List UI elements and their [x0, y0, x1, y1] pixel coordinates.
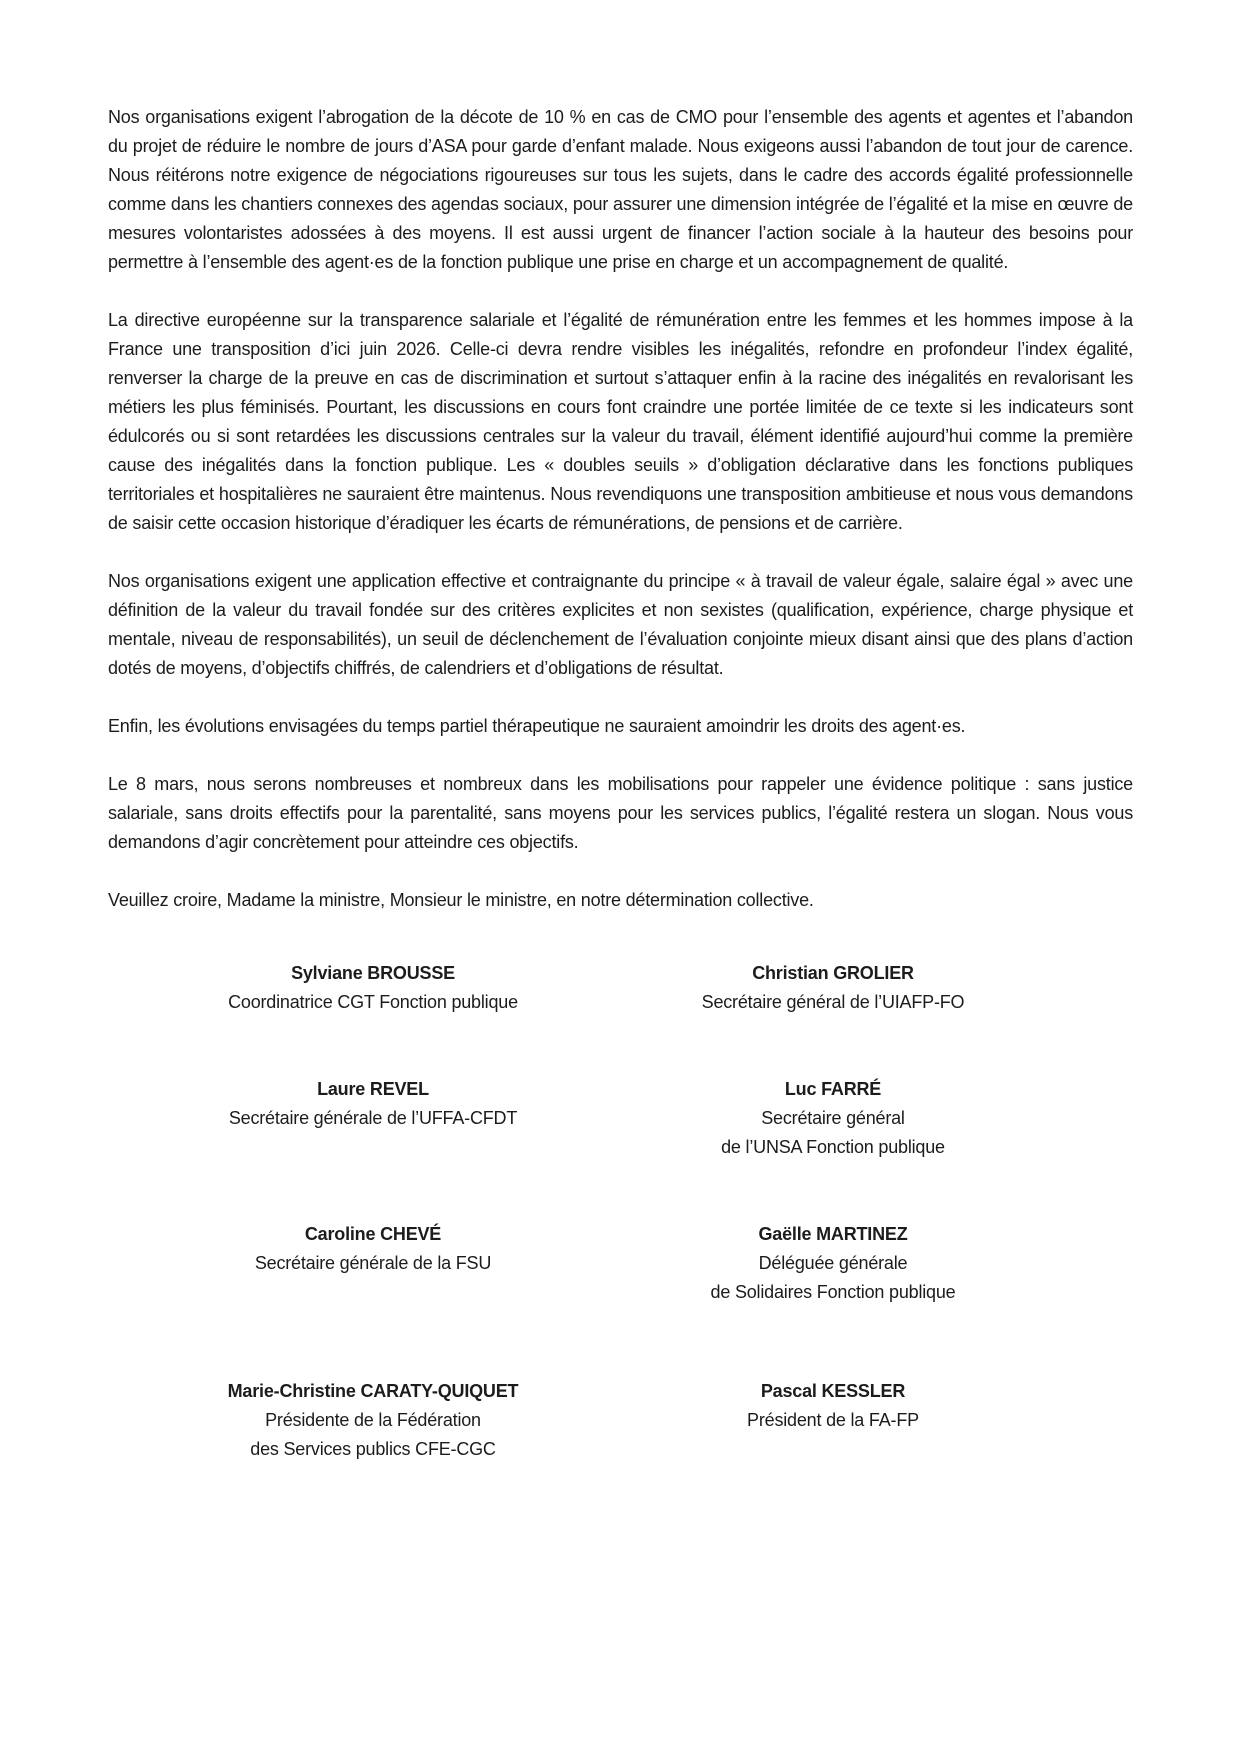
signature-block-martinez — [638, 1220, 1028, 1307]
signature-row-4 — [108, 1377, 1133, 1464]
signatory-title: Secrétaire générale de la FSU — [254, 1253, 492, 1273]
signatory-title: Déléguée générale — [758, 1253, 908, 1273]
signature-row-1 — [108, 959, 1133, 1017]
signatory-name: Laure REVEL — [317, 1079, 429, 1099]
signatory-name: Christian GROLIER — [752, 963, 914, 983]
signatory-name: Caroline CHEVÉ — [304, 1224, 442, 1244]
signature-block-revel — [108, 1075, 638, 1162]
paragraph-demands-cmo-asa: Nos organisations exigent l’abrogation de la décote de 10 % en cas de CMO pour l’ensemble des agents et agentes et l’abandon du projet de réduire le nombre de jours d’ASA pour garde d’enfant malade. Nous exigeons aussi l’abandon de tout jour de carence. Nous réitérons notre exigence de négociations rigoureuses sur tous les sujets, dans le cadre des accords égalité professionnelle comme dans les chantiers connexes des agendas sociaux, pour assurer une dimension intégrée de l’égalité et la mise en œuvre de mesures volontaristes adossées à des moyens. Il est aussi urgent de financer l’action sociale à la hauteur des besoins pour permettre à l’ensemble des agent·es de la fonction publique une prise en charge et un accompagnement de qualité. — [108, 107, 1133, 272]
signature-block-cheve — [108, 1220, 638, 1307]
signature-row-2 — [108, 1075, 1133, 1162]
signatory-name: Sylviane BROUSSE — [291, 963, 455, 983]
paragraph-eu-directive: La directive européenne sur la transparence salariale et l’égalité de rémunération entre les femmes et les hommes impose à la France une transposition d’ici juin 2026. Celle-ci devra rendre visibles les inégalités, refondre en profondeur l’index égalité, renverser la charge de la preuve en cas de discrimination et surtout s’attaquer enfin à la racine des inégalités en revalorisant les métiers les plus féminisés. Pourtant, les discussions en cours font craindre une portée limitée de ce texte si les indicateurs sont édulcorés ou si sont retardées les discussions centrales sur la valeur du travail, élément identifié aujourd’hui comme la première cause des inégalités dans la fonction publique. Les « doubles seuils » d’obligation déclarative dans les fonctions publiques territoriales et hospitalières ne sauraient être maintenus. Nous revendiquons une transposition ambitieuse et nous vous demandons de saisir cette occasion historique d’éradiquer les écarts de rémunérations, de pensions et de carrière. — [108, 310, 1133, 533]
signature-section — [108, 959, 1133, 1522]
signatory-title: Secrétaire général — [761, 1108, 905, 1128]
signatory-name: Luc FARRÉ — [784, 1079, 882, 1099]
signatory-title: Président de la FA-FP — [747, 1410, 919, 1430]
signatory-title: de l’UNSA Fonction publique — [721, 1137, 945, 1157]
paragraph-march-8-mobilisations: Le 8 mars, nous serons nombreuses et nombreux dans les mobilisations pour rappeler une évidence politique : sans justice salariale, sans droits effectifs pour la parentalité, sans moyens pour les services publics, l’égalité restera un slogan. Nous vous demandons d’agir concrètement pour atteindre ces objectifs. — [108, 774, 1133, 852]
letter-body — [108, 103, 1133, 1522]
signatory-title: des Services publics CFE-CGC — [250, 1439, 496, 1459]
signature-block-kessler — [638, 1377, 1028, 1464]
signatory-title: Coordinatrice CGT Fonction publique — [228, 992, 518, 1012]
signatory-name: Pascal KESSLER — [760, 1381, 906, 1401]
paragraph-therapeutic-part-time: Enfin, les évolutions envisagées du temps partiel thérapeutique ne sauraient amoindrir les droits des agent·es. — [108, 716, 966, 736]
signatory-title: Présidente de la Fédération — [265, 1410, 481, 1430]
signatory-title: Secrétaire général de l’UIAFP-FO — [701, 992, 965, 1012]
signature-block-caraty-quiquet — [108, 1377, 638, 1464]
signatory-name: Gaëlle MARTINEZ — [758, 1224, 908, 1244]
signature-block-brousse — [108, 959, 638, 1017]
closing-formula: Veuillez croire, Madame la ministre, Monsieur le ministre, en notre détermination collective. — [108, 890, 814, 910]
signature-block-farre — [638, 1075, 1028, 1162]
signature-row-3 — [108, 1220, 1133, 1307]
paragraph-equal-value-principle: Nos organisations exigent une application effective et contraignante du principe « à travail de valeur égale, salaire égal » avec une définition de la valeur du travail fondée sur des critères explicites et non sexistes (qualification, expérience, charge physique et mentale, niveau de responsabilités), un seuil de déclenchement de l’évaluation conjointe mieux disant ainsi que des plans d’action dotés de moyens, d’objectifs chiffrés, de calendriers et d’obligations de résultat. — [108, 571, 1133, 678]
signatory-name: Marie-Christine CARATY-QUIQUET — [227, 1381, 519, 1401]
signatory-title: de Solidaires Fonction publique — [710, 1282, 956, 1302]
signatory-title: Secrétaire générale de l’UFFA-CFDT — [228, 1108, 518, 1128]
signature-block-grolier — [638, 959, 1028, 1017]
